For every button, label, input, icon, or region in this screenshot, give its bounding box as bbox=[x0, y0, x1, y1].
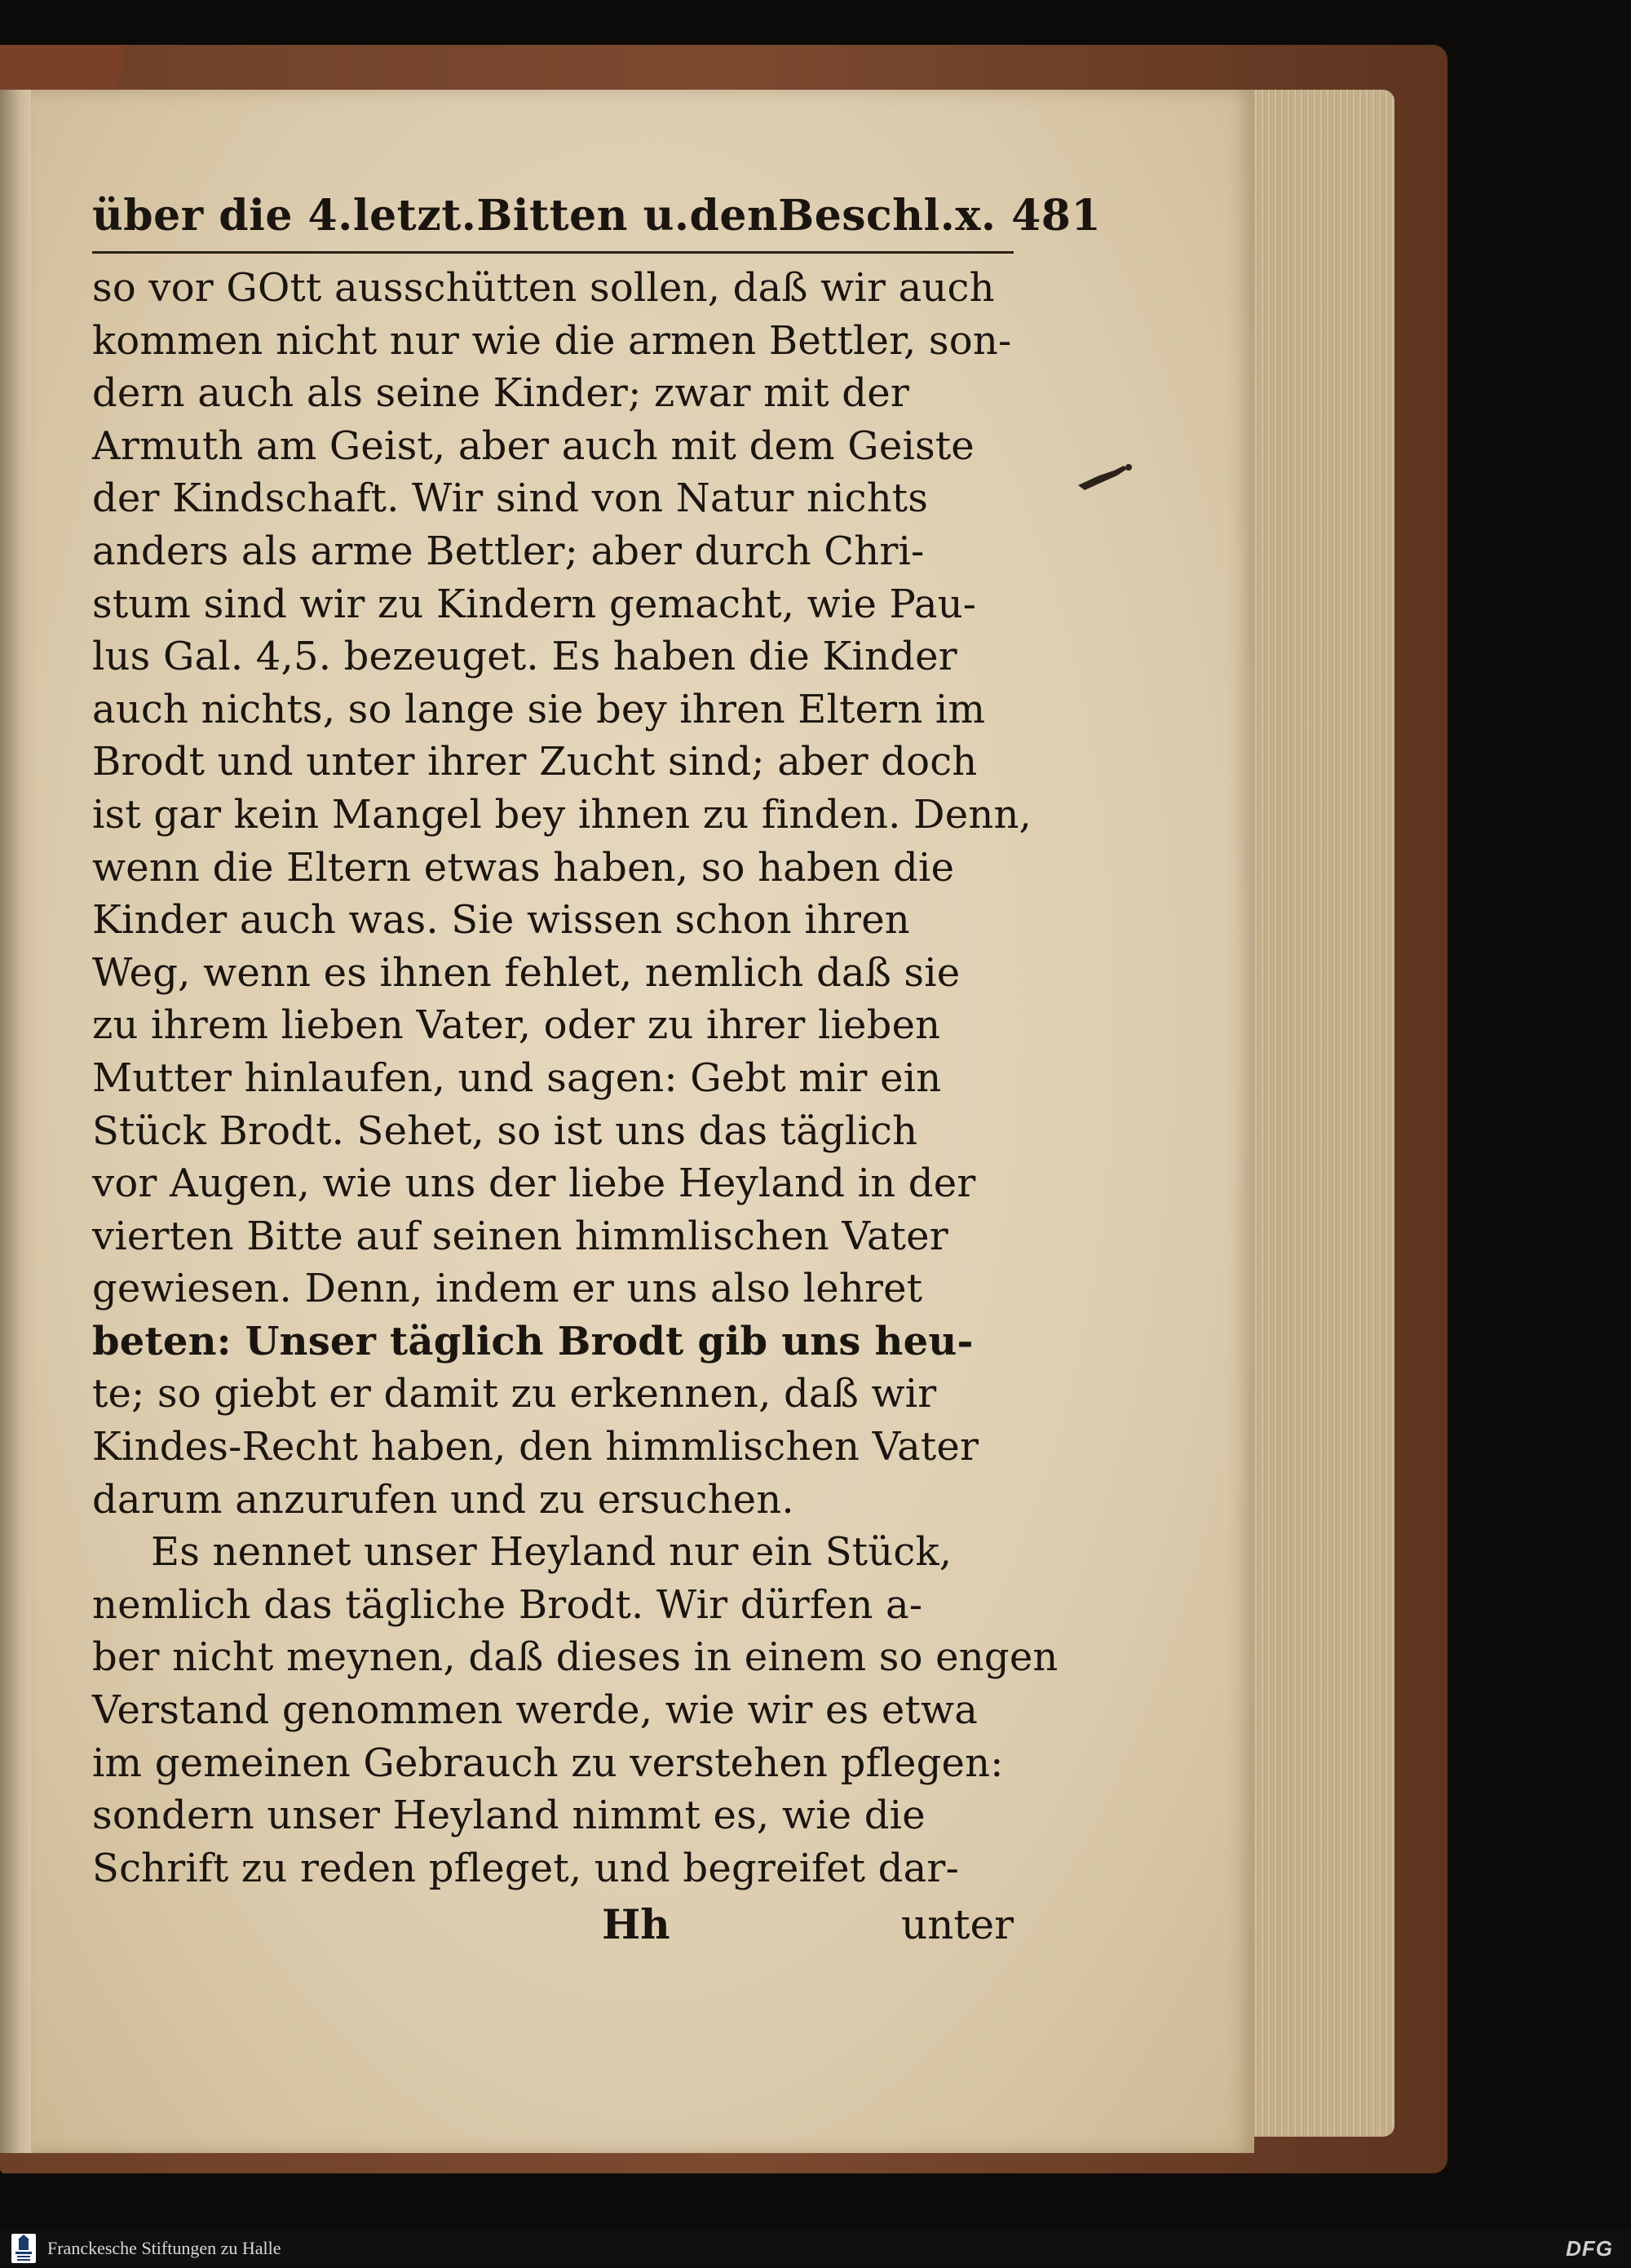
running-title: über die 4.letzt.Bitten u.denBeschl. bbox=[92, 191, 956, 241]
text-line: Weg, wenn es ihnen fehlet, nemlich daß sie bbox=[92, 949, 961, 996]
header-rule bbox=[92, 251, 1014, 254]
text-line: Stück Brodt. Sehet, so ist uns das täglich bbox=[92, 1107, 918, 1154]
text-line: stum sind wir zu Kindern gemacht, wie Pau- bbox=[92, 581, 977, 627]
text-line: wenn die Eltern etwas haben, so haben die bbox=[92, 844, 955, 891]
text-line: ber nicht meynen, daß dieses in einem so engen bbox=[92, 1634, 1059, 1681]
text-line: im gemeinen Gebrauch zu verstehen pflegen: bbox=[92, 1740, 1004, 1786]
text-line: Mutter hinlaufen, und sagen: Gebt mir ein bbox=[92, 1054, 942, 1101]
page-number: 481 bbox=[1011, 191, 1102, 241]
ink-stain bbox=[1075, 461, 1140, 493]
text-line-emphasis: beten: Unser täglich Brodt gib uns heu- bbox=[92, 1318, 974, 1364]
institution-logo-icon bbox=[11, 2234, 36, 2263]
running-abbrev: x. bbox=[955, 191, 997, 241]
text-line: der Kindschaft. Wir sind von Natur nichts bbox=[92, 475, 929, 522]
text-line: dern auch als seine Kinder; zwar mit der bbox=[92, 370, 909, 417]
page-foot bbox=[92, 1896, 1014, 1953]
catchword: unter bbox=[901, 1901, 1014, 1949]
dfg-logo: DFG bbox=[1566, 2236, 1613, 2261]
institution-name: Franckesche Stiftungen zu Halle bbox=[47, 2238, 281, 2258]
text-line-paragraph-end: darum anzurufen und zu ersuchen. bbox=[92, 1476, 794, 1523]
text-line: Verstand genommen werde, wie wir es etwa bbox=[92, 1687, 979, 1734]
text-line: Schrift zu reden pfleget, und begreifet dar- bbox=[92, 1845, 959, 1891]
text-line: sondern unser Heyland nimmt es, wie die bbox=[92, 1793, 926, 1839]
running-head bbox=[92, 188, 1102, 245]
book-page bbox=[31, 90, 1254, 2153]
viewer-footer bbox=[0, 2230, 1631, 2266]
text-line-paragraph-start: Es nennet unser Heyland nur ein Stück, bbox=[151, 1529, 953, 1576]
text-line: gewiesen. Denn, indem er uns also lehret bbox=[92, 1266, 923, 1312]
text-line: kommen nicht nur wie die armen Bettler, son- bbox=[92, 317, 1012, 364]
text-line: vierten Bitte auf seinen himmlischen Vater bbox=[92, 1213, 948, 1259]
text-line: Kindes-Recht haben, den himmlischen Vater bbox=[92, 1424, 979, 1470]
text-line: zu ihrem lieben Vater, oder zu ihrer lieben bbox=[92, 1002, 941, 1049]
text-line: vor Augen, wie uns der liebe Heyland in der bbox=[92, 1161, 976, 1207]
text-line: te; so giebt er damit zu erkennen, daß wir bbox=[92, 1371, 937, 1417]
running-head-right bbox=[955, 188, 1101, 245]
text-block bbox=[92, 188, 1102, 1953]
page-gutter bbox=[0, 90, 33, 2153]
text-line: Armuth am Geist, aber auch mit dem Geiste bbox=[92, 422, 975, 469]
text-line: Brodt und unter ihrer Zucht sind; aber doch bbox=[92, 739, 978, 785]
page-edges bbox=[1252, 90, 1395, 2137]
text-line: anders als arme Bettler; aber durch Chri- bbox=[92, 528, 925, 574]
text-line: so vor GOtt ausschütten sollen, daß wir auch bbox=[92, 265, 995, 311]
signature-mark: Hh bbox=[602, 1900, 670, 1949]
text-line: Kinder auch was. Sie wissen schon ihren bbox=[92, 897, 910, 944]
text-line: nemlich das tägliche Brodt. Wir dürfen a- bbox=[92, 1581, 923, 1628]
text-line: ist gar kein Mangel bey ihnen zu finden. Denn, bbox=[92, 791, 1032, 838]
book-cover-corner bbox=[0, 45, 122, 94]
text-line: lus Gal. 4,5. bezeuget. Es haben die Kinder bbox=[92, 634, 957, 680]
text-line: auch nichts, so lange sie bey ihren Eltern im bbox=[92, 686, 986, 732]
